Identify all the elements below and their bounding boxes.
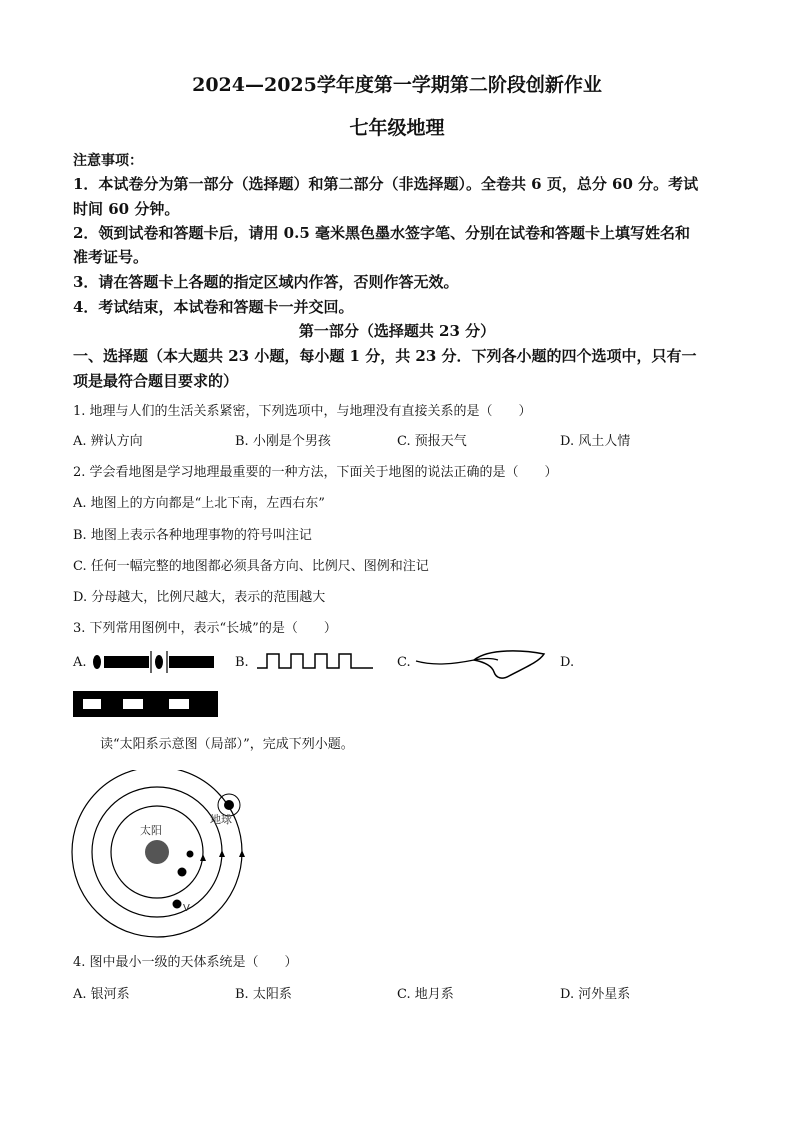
- solar-system-diagram: [70, 770, 260, 945]
- q4-option-a: A. 银河系: [73, 987, 130, 1002]
- orbit-arrow-icon: [200, 854, 206, 861]
- great-wall-legend-icon: [255, 650, 375, 672]
- q1-option-c: C. 预报天气: [397, 434, 467, 449]
- q1-option-b: B. 小刚是个男孩: [235, 434, 331, 449]
- q4-option-b: B. 太阳系: [235, 987, 292, 1002]
- notice-heading: 注意事项：: [73, 153, 143, 169]
- reading-prompt: 读“太阳系示意图（局部）”，完成下列小题。: [100, 737, 354, 752]
- orbit-arrow-icon: [239, 850, 245, 857]
- inner-planet-icon: [187, 851, 194, 858]
- question-4-stem: 4. 图中最小一级的天体系统是（ ）: [73, 955, 298, 970]
- question-2-stem: 2. 学会看地图是学习地理最重要的一种方法，下面关于地图的说法正确的是（ ）: [73, 465, 558, 480]
- planet-icon: [178, 868, 187, 877]
- q3-option-c-label: C.: [397, 655, 411, 670]
- q2-option-a: A. 地图上的方向都是“上北下南，左西右东”: [73, 496, 325, 511]
- sun-icon: [145, 840, 169, 864]
- page-subtitle: 七年级地理: [349, 117, 445, 139]
- q3-option-d-label: D.: [560, 655, 575, 670]
- section-heading: 一、选择题（本大题共 23 小题，每小题 1 分，共 23 分．下列各小题的四个选项中，只有一: [73, 347, 697, 365]
- notice-item: 时间 60 分钟。: [73, 200, 180, 218]
- notice-item: 4．考试结束，本试卷和答题卡一并交回。: [73, 298, 354, 316]
- sun-label: 太阳: [140, 824, 162, 837]
- q1-option-d: D. 风土人情: [560, 434, 631, 449]
- q4-option-d: D. 河外星系: [560, 987, 631, 1002]
- part-heading: 第一部分（选择题共 23 分）: [298, 322, 496, 340]
- railway-legend-icon: [89, 648, 217, 676]
- q2-option-b: B. 地图上表示各种地理事物的符号叫注记: [73, 528, 312, 543]
- q4-option-c: C. 地月系: [397, 987, 454, 1002]
- v-planet-icon: [173, 900, 182, 909]
- question-1-stem: 1. 地理与人们的生活关系紧密，下列选项中，与地理没有直接关系的是（ ）: [73, 404, 532, 419]
- notice-item: 1．本试卷分为第一部分（选择题）和第二部分（非选择题）。全卷共 6 页，总分 60 分。考试: [73, 175, 699, 193]
- river-lake-legend-icon: [414, 644, 554, 684]
- q2-option-c: C. 任何一幅完整的地图都必须具备方向、比例尺、图例和注记: [73, 559, 429, 574]
- question-3-stem: 3. 下列常用图例中，表示“长城”的是（ ）: [73, 621, 337, 636]
- section-heading-cont: 项是最符合题目要求的）: [73, 372, 239, 390]
- q3-option-a-label: A.: [73, 655, 87, 670]
- earth-label: 地球: [210, 813, 232, 826]
- railway-legend-alt-icon: [73, 691, 218, 717]
- notice-item: 3．请在答题卡上各题的指定区域内作答，否则作答无效。: [73, 273, 459, 291]
- page-title: 2024—2025学年度第一学期第二阶段创新作业: [192, 74, 602, 96]
- notice-item: 2．领到试卷和答题卡后，请用 0.5 毫米黑色墨水签字笔、分别在试卷和答题卡上填写姓名和: [73, 224, 690, 242]
- q2-option-d: D. 分母越大，比例尺越大，表示的范围越大: [73, 590, 326, 605]
- q1-option-a: A. 辨认方向: [73, 434, 143, 449]
- orbit-arrow-icon: [219, 850, 225, 857]
- q3-option-b-label: B.: [235, 655, 249, 670]
- v-label: V: [183, 903, 190, 914]
- earth-icon: [224, 800, 234, 810]
- notice-item: 准考证号。: [73, 248, 149, 266]
